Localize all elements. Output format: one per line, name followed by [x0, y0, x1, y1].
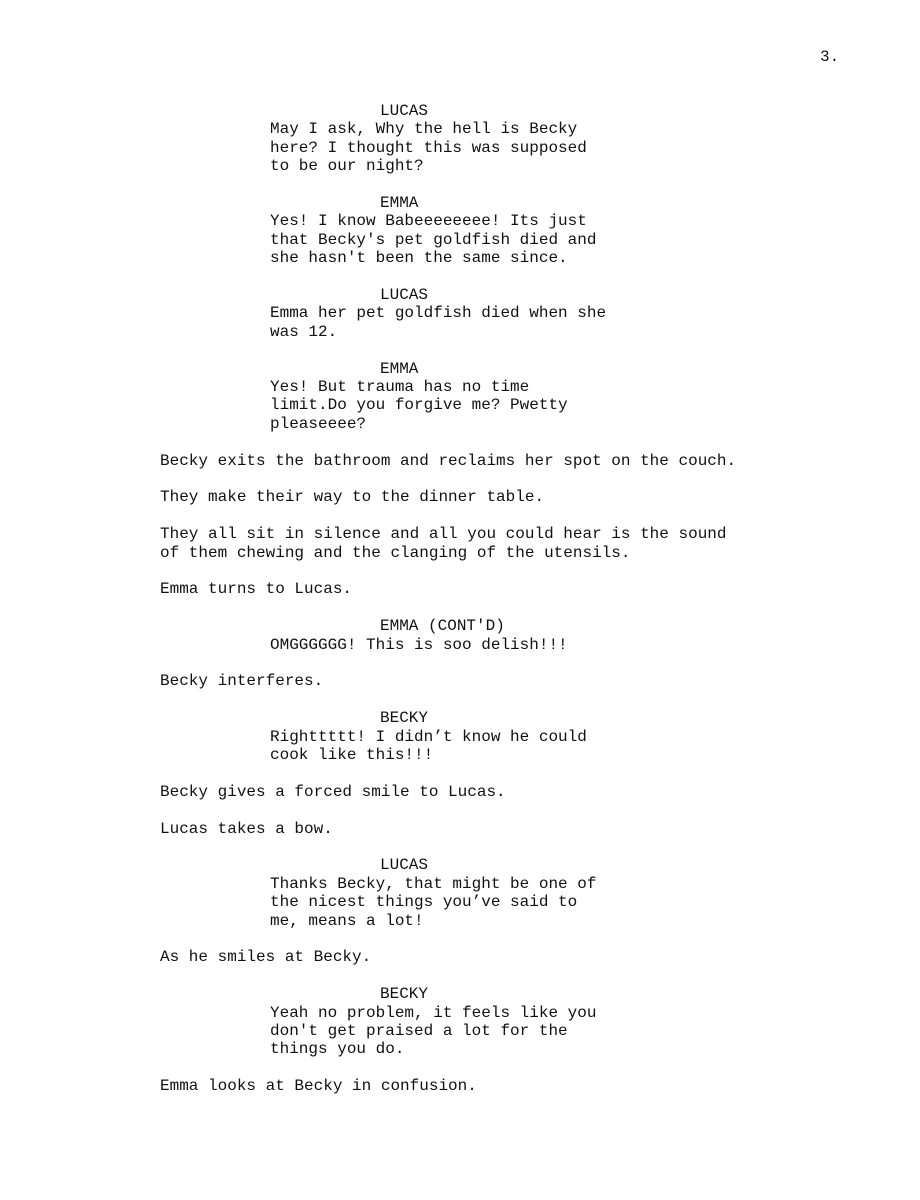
dialogue-line: Yes! I know Babeeeeeeee! Its just [270, 212, 587, 231]
dialogue-line: the nicest things you’ve said to [270, 893, 578, 912]
dialogue-block [160, 709, 860, 764]
dialogue-block [160, 286, 860, 341]
script-body [160, 102, 860, 1114]
action-line: Lucas takes a bow. [160, 819, 333, 838]
dialogue-line: May I ask, Why the hell is Becky [270, 120, 578, 139]
dialogue-line: things you do. [270, 1040, 405, 1059]
character-name: BECKY [380, 985, 429, 1004]
dialogue-block [160, 102, 860, 176]
dialogue-line: she hasn't been the same since. [270, 249, 568, 268]
dialogue-line: that Becky's pet goldfish died and [270, 230, 597, 249]
action-line: Becky interferes. [160, 672, 324, 691]
dialogue-line: to be our night? [270, 157, 424, 176]
dialogue-line: don't get praised a lot for the [270, 1022, 568, 1041]
action-block [160, 580, 820, 598]
dialogue-line: Righttttt! I didn’t know he could [270, 727, 587, 746]
character-name: BECKY [380, 709, 429, 728]
action-line: Emma turns to Lucas. [160, 580, 353, 599]
character-name: EMMA [380, 194, 419, 213]
character-name: LUCAS [380, 102, 429, 120]
character-name: EMMA [380, 359, 419, 378]
page-number: 3. [820, 48, 840, 66]
dialogue-line: Thanks Becky, that might be one of [270, 874, 597, 893]
action-block [160, 948, 820, 966]
action-block [160, 452, 820, 470]
dialogue-block [160, 985, 860, 1059]
dialogue-line: limit.Do you forgive me? Pwetty [270, 396, 568, 415]
action-line: Becky gives a forced smile to Lucas. [160, 782, 506, 801]
character-name: LUCAS [380, 856, 429, 875]
action-line: They all sit in silence and all you could hear is the sound [160, 525, 727, 544]
action-block [160, 820, 820, 838]
action-block [160, 488, 820, 506]
dialogue-block [160, 360, 860, 434]
dialogue-block [160, 617, 860, 654]
action-line: Emma looks at Becky in confusion. [160, 1077, 477, 1096]
action-block [160, 1077, 820, 1095]
action-line: They make their way to the dinner table. [160, 488, 545, 507]
dialogue-block [160, 856, 860, 930]
action-block [160, 672, 820, 690]
dialogue-line: Emma her pet goldfish died when she [270, 304, 607, 323]
dialogue-block [160, 194, 860, 268]
action-block [160, 783, 820, 801]
dialogue-line: was 12. [270, 322, 338, 341]
character-name: LUCAS [380, 286, 429, 305]
dialogue-line: cook like this!!! [270, 746, 434, 765]
action-line: of them chewing and the clanging of the utensils. [160, 543, 631, 562]
dialogue-line: Yes! But trauma has no time [270, 378, 530, 397]
dialogue-line: me, means a lot! [270, 911, 424, 930]
dialogue-line: here? I thought this was supposed [270, 138, 587, 157]
action-block [160, 525, 820, 562]
action-line: As he smiles at Becky. [160, 948, 372, 967]
action-line: Becky exits the bathroom and reclaims her spot on the couch. [160, 451, 737, 470]
dialogue-line: OMGGGGGG! This is soo delish!!! [270, 635, 568, 654]
dialogue-line: pleaseeee? [270, 414, 367, 433]
dialogue-line: Yeah no problem, it feels like you [270, 1003, 597, 1022]
character-name: EMMA (CONT'D) [380, 617, 505, 636]
